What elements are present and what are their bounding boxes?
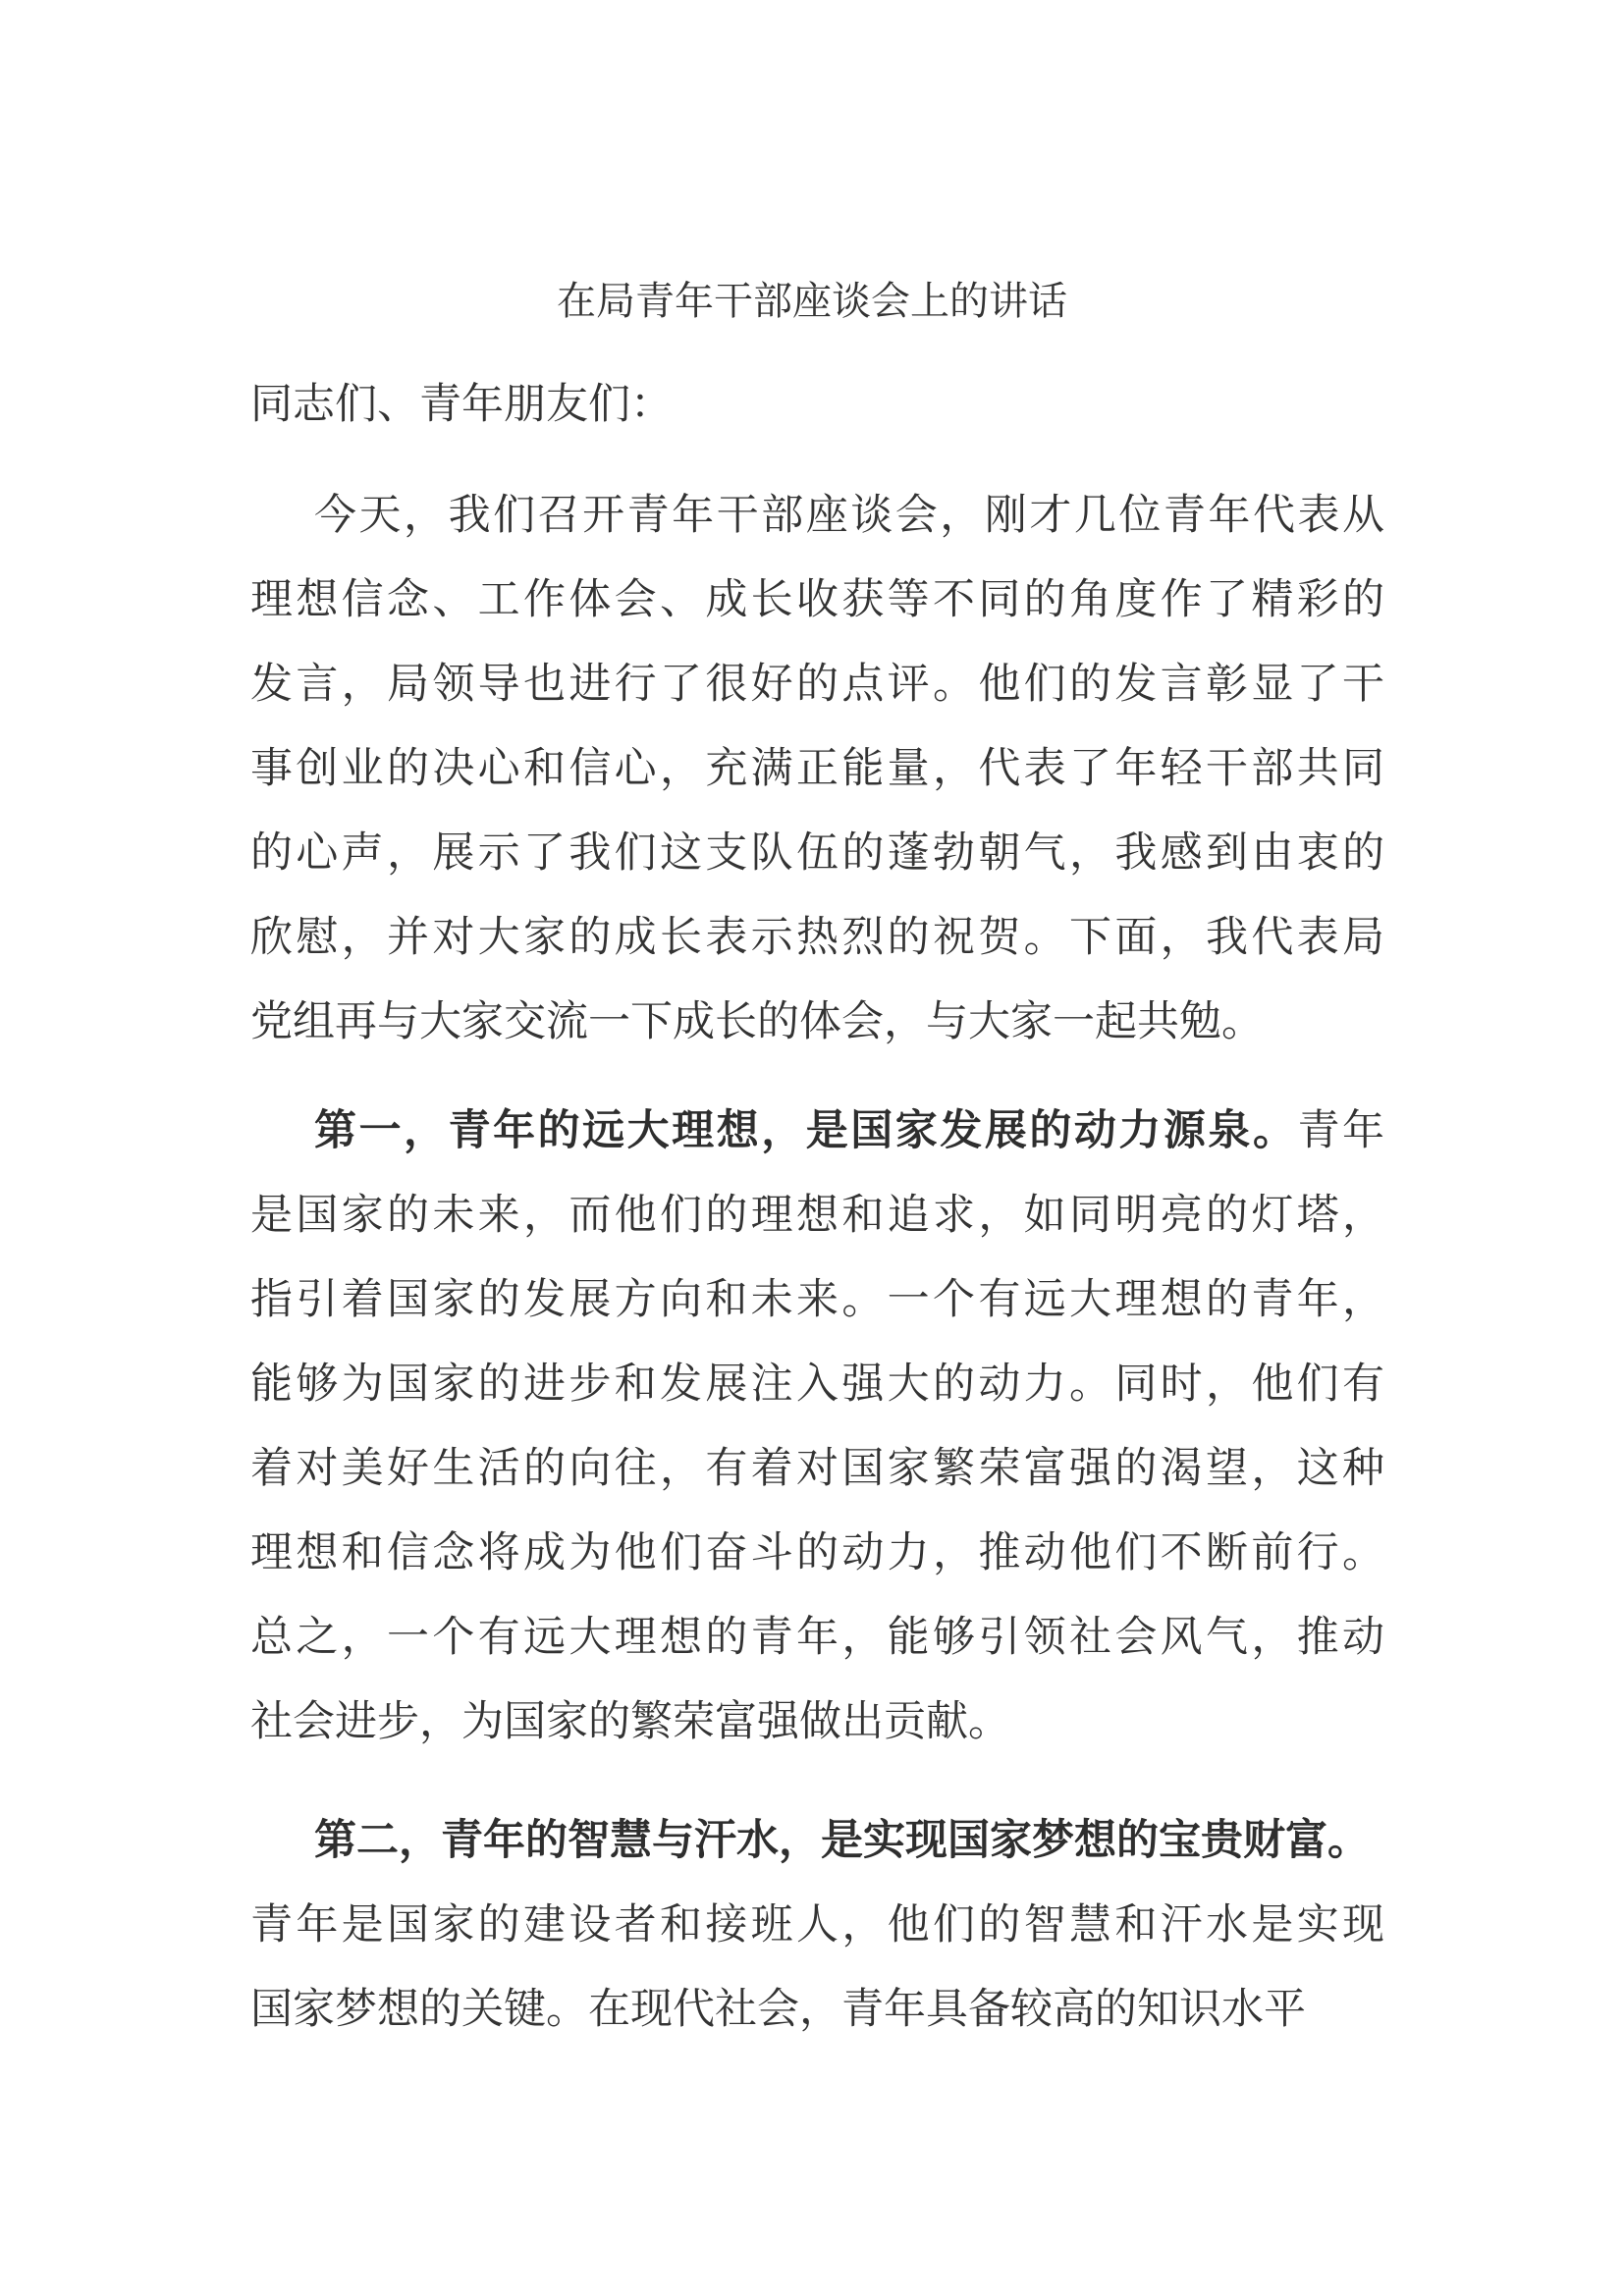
- text-line: [250, 642, 1384, 726]
- greeting-text: 同志们、青年朋友们：: [250, 380, 673, 429]
- line-text: 着对美好生活的向往，有着对国家繁荣富强的渴望，这种: [250, 1444, 1384, 1493]
- text-line: [250, 1798, 1492, 1883]
- line-text: 理想信念、工作体会、成长收获等不同的角度作了精彩的: [250, 575, 1384, 624]
- text-line: [250, 473, 1384, 558]
- text-line: [250, 1173, 1384, 1257]
- line-text: 欣慰，并对大家的成长表示热烈的祝贺。下面，我代表局: [250, 913, 1384, 962]
- paragraph-3: [250, 1798, 1384, 2052]
- line-text: 党组再与大家交流一下成长的体会，与大家一起共勉。: [250, 997, 1264, 1046]
- line-text: 发言，局领导也进行了很好的点评。他们的发言彰显了干: [250, 660, 1384, 709]
- text-line: [250, 895, 1384, 980]
- line-text: 事创业的决心和信心，充满正能量，代表了年轻干部共同: [250, 744, 1384, 793]
- line-text: 国家梦想的关键。在现代社会，青年具备较高的知识水平: [250, 1985, 1306, 2034]
- text-line: [250, 1511, 1384, 1595]
- text-line: [250, 1595, 1384, 1680]
- line-text: 社会进步，为国家的繁荣富强做出贡献。: [250, 1697, 1010, 1746]
- line-text: 是国家的未来，而他们的理想和追求，如同明亮的灯塔，: [250, 1191, 1384, 1240]
- document-title: 在局青年干部座谈会上的讲话: [557, 279, 1067, 324]
- text-line: [250, 1883, 1384, 1967]
- text-line: [250, 1089, 1384, 1173]
- text-line: [250, 1967, 1384, 2052]
- line-text: 青年: [1297, 1106, 1385, 1155]
- line-text: 今天，我们召开青年干部座谈会，刚才几位青年代表从: [314, 491, 1384, 540]
- paragraph-1: [250, 473, 1384, 1064]
- text-line: [250, 1342, 1384, 1426]
- line-text: 青年是国家的建设者和接班人，他们的智慧和汗水是实现: [250, 1900, 1384, 1949]
- text-line: [250, 811, 1384, 895]
- line-text: 的心声，展示了我们这支队伍的蓬勃朝气，我感到由衷的: [250, 828, 1384, 878]
- greeting: [250, 362, 1384, 447]
- line-text: 总之，一个有远大理想的青年，能够引领社会风气，推动: [250, 1613, 1384, 1662]
- text-line: [250, 558, 1384, 642]
- text-line: [250, 980, 1384, 1064]
- text-line: [250, 1680, 1384, 1764]
- paragraph-2: [250, 1089, 1384, 1764]
- section-heading: 第一，青年的远大理想，是国家发展的动力源泉。: [314, 1106, 1298, 1155]
- line-text: 能够为国家的进步和发展注入强大的动力。同时，他们有: [250, 1360, 1384, 1409]
- line-text: 理想和信念将成为他们奋斗的动力，推动他们不断前行。: [250, 1528, 1384, 1577]
- text-line: [250, 1426, 1384, 1511]
- line-text: 指引着国家的发展方向和未来。一个有远大理想的青年，: [250, 1275, 1384, 1324]
- section-heading: 第二，青年的智慧与汗水，是实现国家梦想的宝贵财富。: [314, 1816, 1370, 1865]
- text-line: [250, 1257, 1384, 1342]
- text-line: [250, 726, 1384, 811]
